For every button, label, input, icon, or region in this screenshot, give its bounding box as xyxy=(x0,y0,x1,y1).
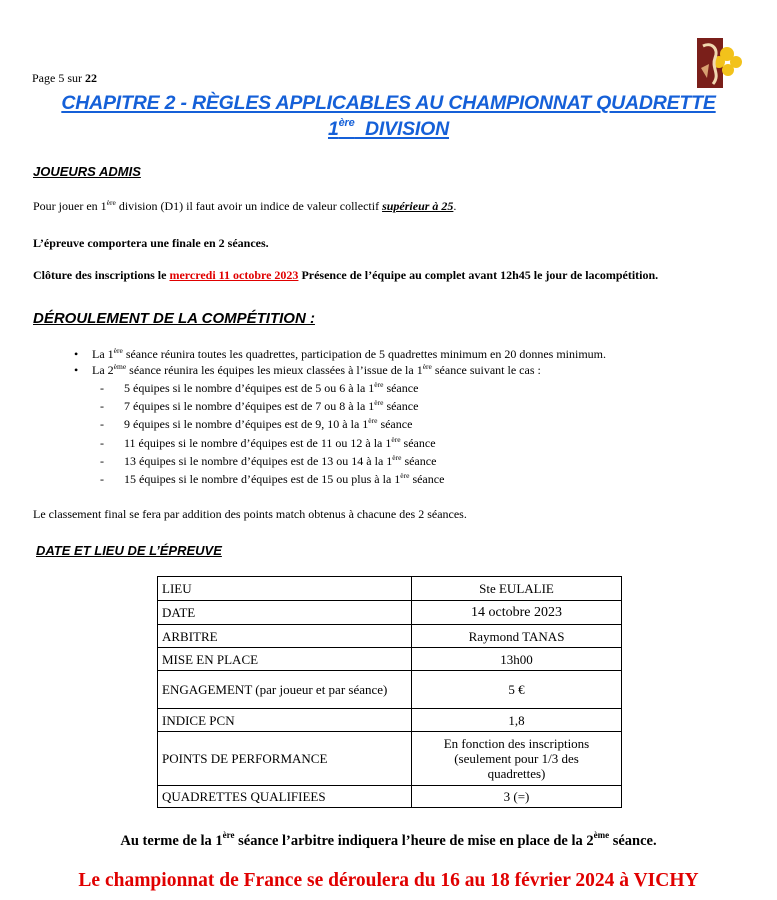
table-value: 5 € xyxy=(412,671,622,709)
table-row xyxy=(158,625,622,648)
list-item: - 9 équipes si le nombre d’équipes est de 9, 10 à la 1ère séance xyxy=(100,416,413,431)
paragraph-finale: L’épreuve comportera une finale en 2 séances. xyxy=(33,236,269,250)
event-info-table xyxy=(157,576,622,808)
chapter-subtitle: 1ère DIVISION xyxy=(327,117,449,140)
chapter-title: CHAPITRE 2 - RÈGLES APPLICABLES AU CHAMPIONNAT QUADRETTE xyxy=(61,92,716,114)
section-title-joueurs: JOUEURS ADMIS xyxy=(33,164,141,179)
list-item: - 5 équipes si le nombre d’équipes est de 5 ou 6 à la 1ère séance xyxy=(100,380,419,395)
table-row xyxy=(158,732,622,786)
table-value: 13h00 xyxy=(412,648,622,671)
list-item: - 13 équipes si le nombre d’équipes est de 13 ou 14 à la 1ère séance xyxy=(100,453,437,468)
table-row xyxy=(158,786,622,808)
final-championship-note: Le championnat de France se déroulera du 16 au 18 février 2024 à VICHY xyxy=(78,870,699,891)
section-title-deroulement: DÉROULEMENT DE LA COMPÉTITION : xyxy=(33,310,315,327)
paragraph-eligibility: Pour jouer en 1ère division (D1) il faut avoir un indice de valeur collectif supérieur à 25. xyxy=(33,198,457,213)
table-value: 3 (=) xyxy=(412,786,622,808)
table-row xyxy=(158,671,622,709)
list-item: - 7 équipes si le nombre d’équipes est de 7 ou 8 à la 1ère séance xyxy=(100,398,419,413)
bullet-seance-2: • La 2ème séance réunira les équipes les mieux classées à l’issue de la 1ère séance suivant le cas : xyxy=(74,362,541,377)
table-value: Raymond TANAS xyxy=(412,625,622,648)
table-value: 1,8 xyxy=(412,709,622,732)
table-key: ENGAGEMENT (par joueur et par séance) xyxy=(158,671,412,709)
section-title-date-lieu: DATE ET LIEU DE L’ÉPREUVE xyxy=(36,543,222,558)
table-key: MISE EN PLACE xyxy=(158,648,412,671)
list-item: - 11 équipes si le nombre d’équipes est de 11 ou 12 à la 1ère séance xyxy=(100,435,436,450)
page-number: Page 5 sur 22 xyxy=(32,71,97,85)
table-value: Ste EULALIE xyxy=(412,577,622,601)
list-item: - 15 équipes si le nombre d’équipes est de 15 ou plus à la 1ère séance xyxy=(100,471,445,486)
conclusion-note: Au terme de la 1ère séance l’arbitre indiquera l’heure de mise en place de la 2ème séance. xyxy=(120,830,657,849)
bullet-seance-1: • La 1ère séance réunira toutes les quadrettes, participation de 5 quadrettes minimum en 20 donnes minimum. xyxy=(74,346,607,361)
paragraph-classement: Le classement final se fera par addition des points match obtenus à chacune des 2 séances. xyxy=(33,507,467,521)
table-key: QUADRETTES QUALIFIEES xyxy=(158,786,412,808)
federation-logo xyxy=(697,38,743,88)
table-key: DATE xyxy=(158,601,412,625)
paragraph-inscriptions: Clôture des inscriptions le mercredi 11 octobre 2023 Présence de l’équipe au complet avant 12h45 le jour de lacompétition. xyxy=(33,268,659,282)
table-row xyxy=(158,577,622,601)
table-row xyxy=(158,601,622,625)
table-key: POINTS DE PERFORMANCE xyxy=(158,732,412,786)
table-key: LIEU xyxy=(158,577,412,601)
table-value: En fonction des inscriptions (seulement pour 1/3 des quadrettes) xyxy=(412,732,622,786)
table-value: 14 octobre 2023 xyxy=(412,601,622,625)
table-key: INDICE PCN xyxy=(158,709,412,732)
table-row xyxy=(158,709,622,732)
table-row xyxy=(158,648,622,671)
table-key: ARBITRE xyxy=(158,625,412,648)
